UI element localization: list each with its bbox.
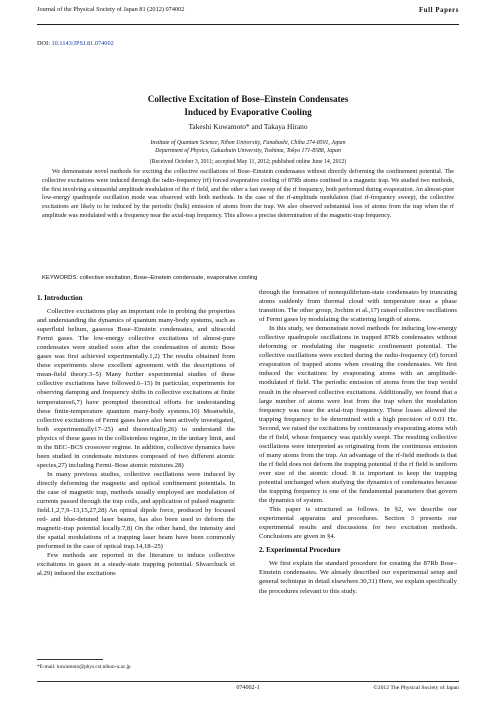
title-line-2: Induced by Evaporative Cooling xyxy=(184,106,312,117)
right-column xyxy=(259,288,457,596)
author-list xyxy=(37,122,459,131)
abstract: We demonstrate novel methods for exciting the collective oscillations of Bose–Einstein condensates without directly deforming the confinement potential. The collective excitations were induced through the radio-frequency (rf) forced evaporative cooling of 87Rb atoms confined in a magnetic trap. We studied two methods, the first involving a sinusoidal amplitude modulation of the rf field, and the other a fast sweep of the rf frequency, both performed during evaporation. An almost-pure low-energy quadrupole oscillation mode was observed with both methods. In the case of the rf-amplitude modulation (fast rf-frequency sweep), the collective excitations are likely to be induced by the periodic (bulk) emission of atoms from the trap. We also observed substantial loss of atoms from the trap when the rf amplitude was modulated with a frequency near the axial-trap frequency. This allows a precise determination of the magnetic-trap frequency. xyxy=(42,168,454,219)
footer-rule xyxy=(37,681,459,682)
section-heading-experimental: 2. Experimental Procedure xyxy=(259,546,341,555)
footnote-rule xyxy=(37,659,103,660)
header-rule xyxy=(37,24,459,25)
section-label: Full Papers xyxy=(418,7,459,14)
experimental-paragraph-1: We first explain the standard procedure for creating the 87Rb Bose–Einstein condensates. We already described our experimental setup and general technique in detail elsewhere.30,31) Here, we explain specifically the procedures relevant to this study. xyxy=(259,560,457,595)
section-heading-introduction: 1. Introduction xyxy=(37,294,83,302)
affiliation-2: Department of Physics, Gakushuin University, Toshima, Tokyo 171-8588, Japan xyxy=(155,148,341,154)
doi-label: DOI: xyxy=(37,40,50,47)
intro-paragraph-3: Few methods are reported in the literature to induce collective excitations in gases in a steady-state trapping potential. Shvarchuck et al.29) induced the excitations xyxy=(37,552,235,578)
title-line-1: Collective Excitation of Bose–Einstein Condensates xyxy=(147,94,349,104)
page-number: 074002-1 xyxy=(236,685,260,691)
intro-paragraph-1: Collective excitations play an important role in probing the properties and understanding the dynamics of quantum many-body systems, such as superfluid helium, gaseous Bose–Einstein condensates, and ultracold Fermi gases. The low-energy collective excitations of almost-pure condensates were studied soon after the condensation of atomic Bose gases was first achieved experimentally.1,2) The results obtained from these experiments show excellent agreement with the descriptions of mean-field theory.3–5) Many further experimental studies of these collective excitations have followed.6–15) In particular, experiments for observing damping and frequency shifts in collective excitations at finite temperatures6,7) have prompted theoretical efforts for understanding these finite-temperature quantum many-body systems.16) Meanwhile, collective excitations of Fermi gases have also been actively investigated, both experimentally17–25) and theoretically,26) to understand the physics of these gases in the collisionless regime, in the unitary limit, and in the BEC–BCS crossover regime. In addition, collective dynamics have been studied in condensate mixtures composed of two different atomic species,27) including Fermi–Bose atomic mixtures.28) xyxy=(37,308,235,469)
authors: Takeshi Kuwamoto* and Takaya Hirano xyxy=(188,122,308,131)
intro-paragraph-2: In many previous studies, collective oscillations were induced by directly deforming the magnetic and optical confinement potentials. In the case of magnetic trap, methods usually employed are modulation of currents passed through the trap coils, and application of pulsed magnetic field.1,2,7,9–13,15,27,28) An optical dipole force, produced by focused red- and blue-detuned laser beams, has also been used to deform the magnetic-trap potential locally.7,8) On the other hand, the intensity and the spatial modulations of a trapping laser beam have been commonly performed in the case of optical trap.14,18–25) xyxy=(37,470,235,551)
intro-paragraph-6: This paper is structured as follows. In §2, we describe our experimental apparatus and procedures. Section 3 presents our experimental results and discussions for two excitation methods. Conclusions are given in §4. xyxy=(259,506,457,541)
paper-title xyxy=(37,93,459,118)
intro-paragraph-4: through the formation of nonequilibrium-state condensates by truncating atoms suddenly from thermal cloud with temperature near a phase transition. The other group, Jochim et al.,17) raised collective oscillations of Fermi gases by modulating the scattering length of atoms. xyxy=(259,289,457,324)
intro-paragraph-5: In this study, we demonstrate novel methods for inducing low-energy collective quadrupole oscillations in trapped 87Rb condensates without deforming or modulating the magnetic confinement potential. The collective oscillations were excited during the radio-frequency (rf) forced evaporation of trapped atoms when creating the condensates. We first induced the excitations by evaporating atoms with an amplitude-modulated rf field. The periodic emission of atoms from the trap would result in the observed collective excitations. Additionally, we found that a large number of atoms were lost from the trap when the modulation frequency was near the axial-trap frequency. These losses allowed the trapping frequency to be determined with a high precision of 0.01 Hz. Second, we raised the excitations by continuously evaporating atoms with the rf field, whose frequency was quickly swept. The resulting collective oscillations were interpreted as originating from the continuous emission of many atoms from the trap. An advantage of the rf-field methods is that the rf field does not deform the trapping potential if the rf field is uniform over size of the atomic cloud. It is important to keep the trapping potential unchanged when studying the dynamics of condensates because the trapping frequency is one of the fundamental parameters that govern the dynamics of system. xyxy=(259,325,457,505)
left-column xyxy=(37,294,235,578)
journal-header xyxy=(37,6,184,14)
doi-link[interactable]: 10.1143/JPSJ.81.074002 xyxy=(51,40,114,47)
affiliations xyxy=(37,139,459,155)
email-footnote: *E-mail: kuwamoto@phys.cst.nihon-u.ac.jp xyxy=(37,664,131,670)
keywords: KEYWORDS: collective excitation, Bose–Einstein condensate, evaporative cooling xyxy=(42,275,258,281)
received-dates: (Received October 3, 2011; accepted May 11, 2012; published online June 14, 2012) xyxy=(149,159,347,165)
journal-citation: Journal of the Physical Society of Japan 81 (2012) 074002 xyxy=(37,6,185,13)
doi-line xyxy=(37,40,114,48)
copyright: ©2012 The Physical Society of Japan xyxy=(373,685,459,691)
affiliation-1: Institute of Quantum Science, Nihon University, Funabashi, Chiba 274-8501, Japan xyxy=(150,140,346,146)
